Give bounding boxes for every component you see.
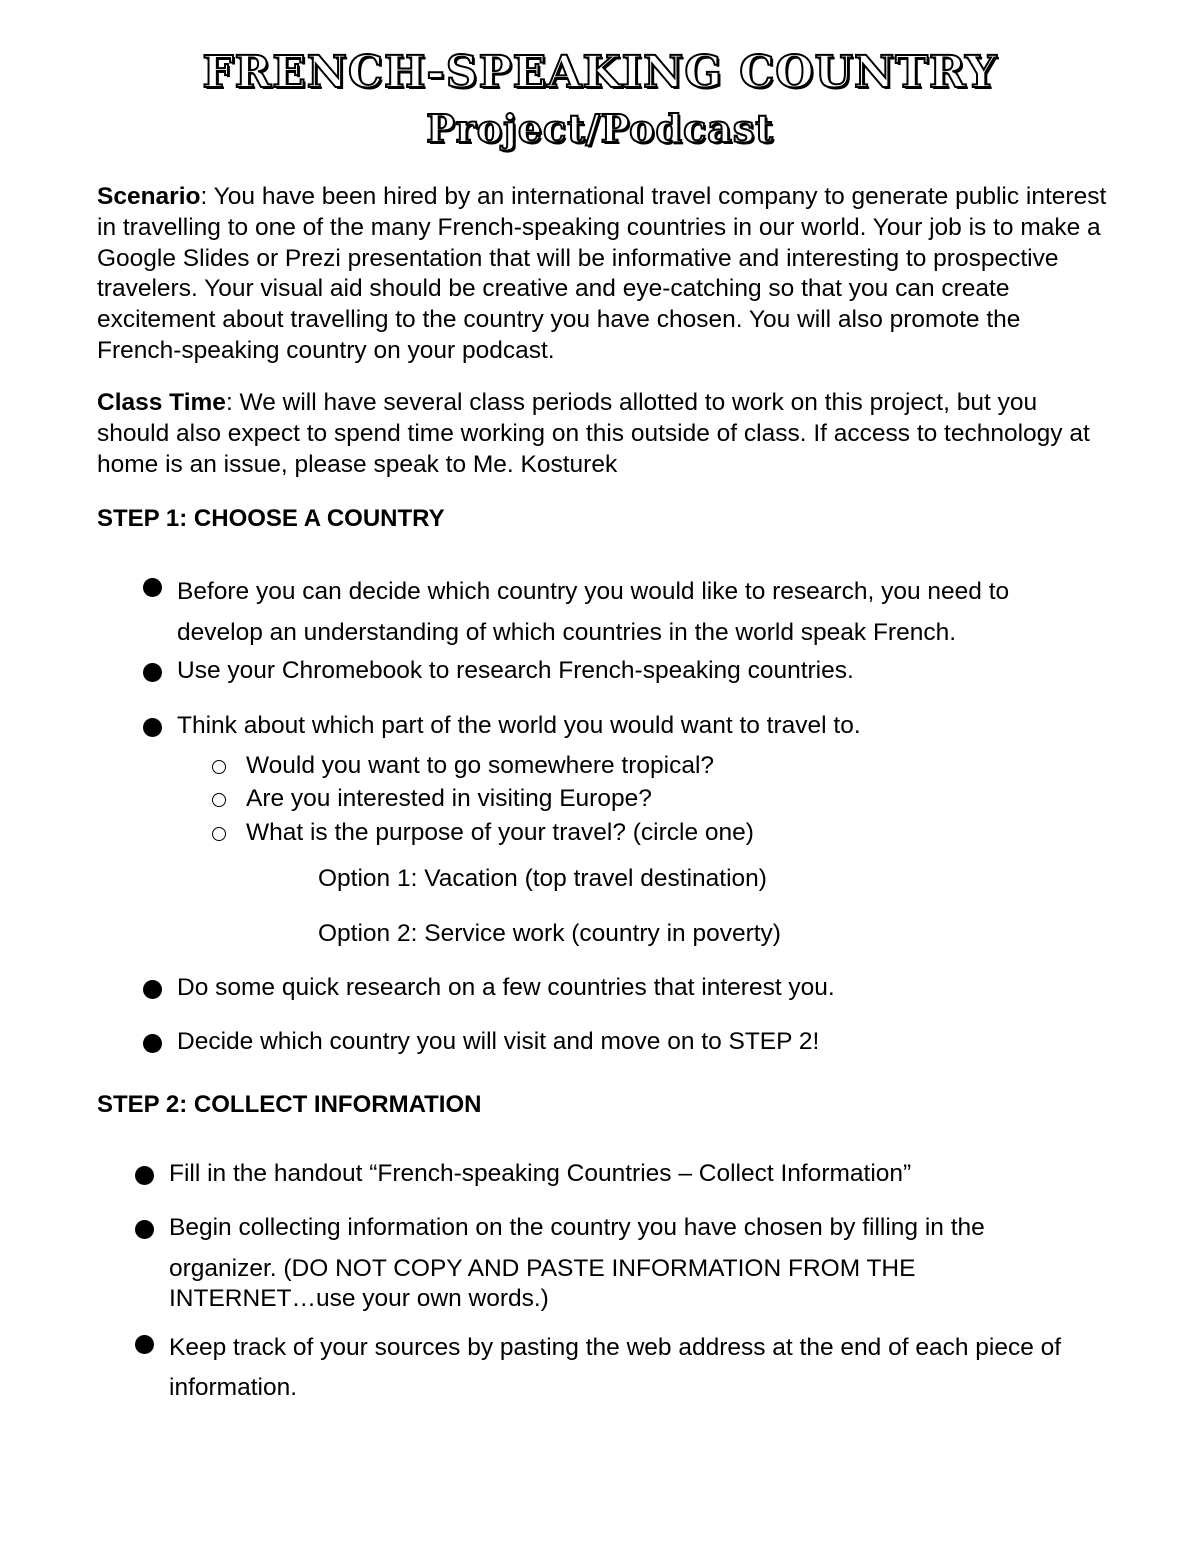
sub-bullet-circle-icon [212,827,226,841]
option-2: Option 2: Service work (country in poverty) [318,920,781,947]
sub-bullet-circle-icon [212,793,226,807]
bullet-dot-icon [135,1166,154,1185]
step2-heading: STEP 2: COLLECT INFORMATION [97,1091,482,1118]
step1-sub-bullet-3: What is the purpose of your travel? (circle one) [246,819,754,846]
document-subtitle: Project/Podcast [426,106,774,151]
bullet-dot-icon [143,718,162,737]
step2-bullet-2: Begin collecting information on the country you have chosen by filling in the [169,1214,985,1241]
scenario-label: Scenario [97,183,201,210]
step1-bullet-5: Decide which country you will visit and move on to STEP 2! [177,1028,820,1055]
bullet-dot-icon [143,1034,162,1053]
bullet-dot-icon [143,578,162,597]
step1-bullet-3: Think about which part of the world you would want to travel to. [177,712,861,739]
class-time-label: Class Time [97,389,226,416]
sub-bullet-circle-icon [212,760,226,774]
bullet-dot-icon [135,1335,154,1354]
step2-bullet-3: Keep track of your sources by pasting the web address at the end of each piece of information. [169,1334,1062,1401]
scenario-text: : You have been hired by an international travel company to generate public interest in travelling to one of the many French-speaking countries in our world. Your job is to make a Google Slides or Prezi presentation that will be informative and interesting to prospective travelers. Your visual aid should be creative and eye-catching so that you can create excitement about travelling to the country you have chosen. You will also promote the French-speaking country on your podcast. [97,183,1107,364]
option-1: Option 1: Vacation (top travel destination) [318,865,767,892]
step1-bullet-1: Before you can decide which country you would like to research, you need to develop an understanding of which countries in the world speak French. [177,578,1010,646]
bullet-dot-icon [143,980,162,999]
step1-sub-bullet-2: Are you interested in visiting Europe? [246,785,652,812]
step1-sub-bullet-1: Would you want to go somewhere tropical? [246,752,715,779]
step2-bullet-2-continued: organizer. (DO NOT COPY AND PASTE INFORMATION FROM THE INTERNET…use your own words.) [169,1255,916,1312]
step1-bullet-2: Use your Chromebook to research French-speaking countries. [177,657,854,684]
step1-bullet-4: Do some quick research on a few countries that interest you. [177,974,835,1001]
scenario-paragraph [97,182,1107,367]
bullet-dot-icon [143,663,162,682]
document-title: FRENCH-SPEAKING COUNTRY [202,47,998,98]
step2-bullet-1: Fill in the handout “French-speaking Countries – Collect Information” [169,1160,912,1187]
bullet-dot-icon [135,1220,154,1239]
class-time-text: : We will have several class periods allotted to work on this project, but you should also expect to spend time working on this outside of class. If access to technology at home is an issue, please speak to Me. Kosturek [97,389,1090,478]
step1-heading: STEP 1: CHOOSE A COUNTRY [97,505,445,532]
class-time-paragraph [97,388,1107,480]
